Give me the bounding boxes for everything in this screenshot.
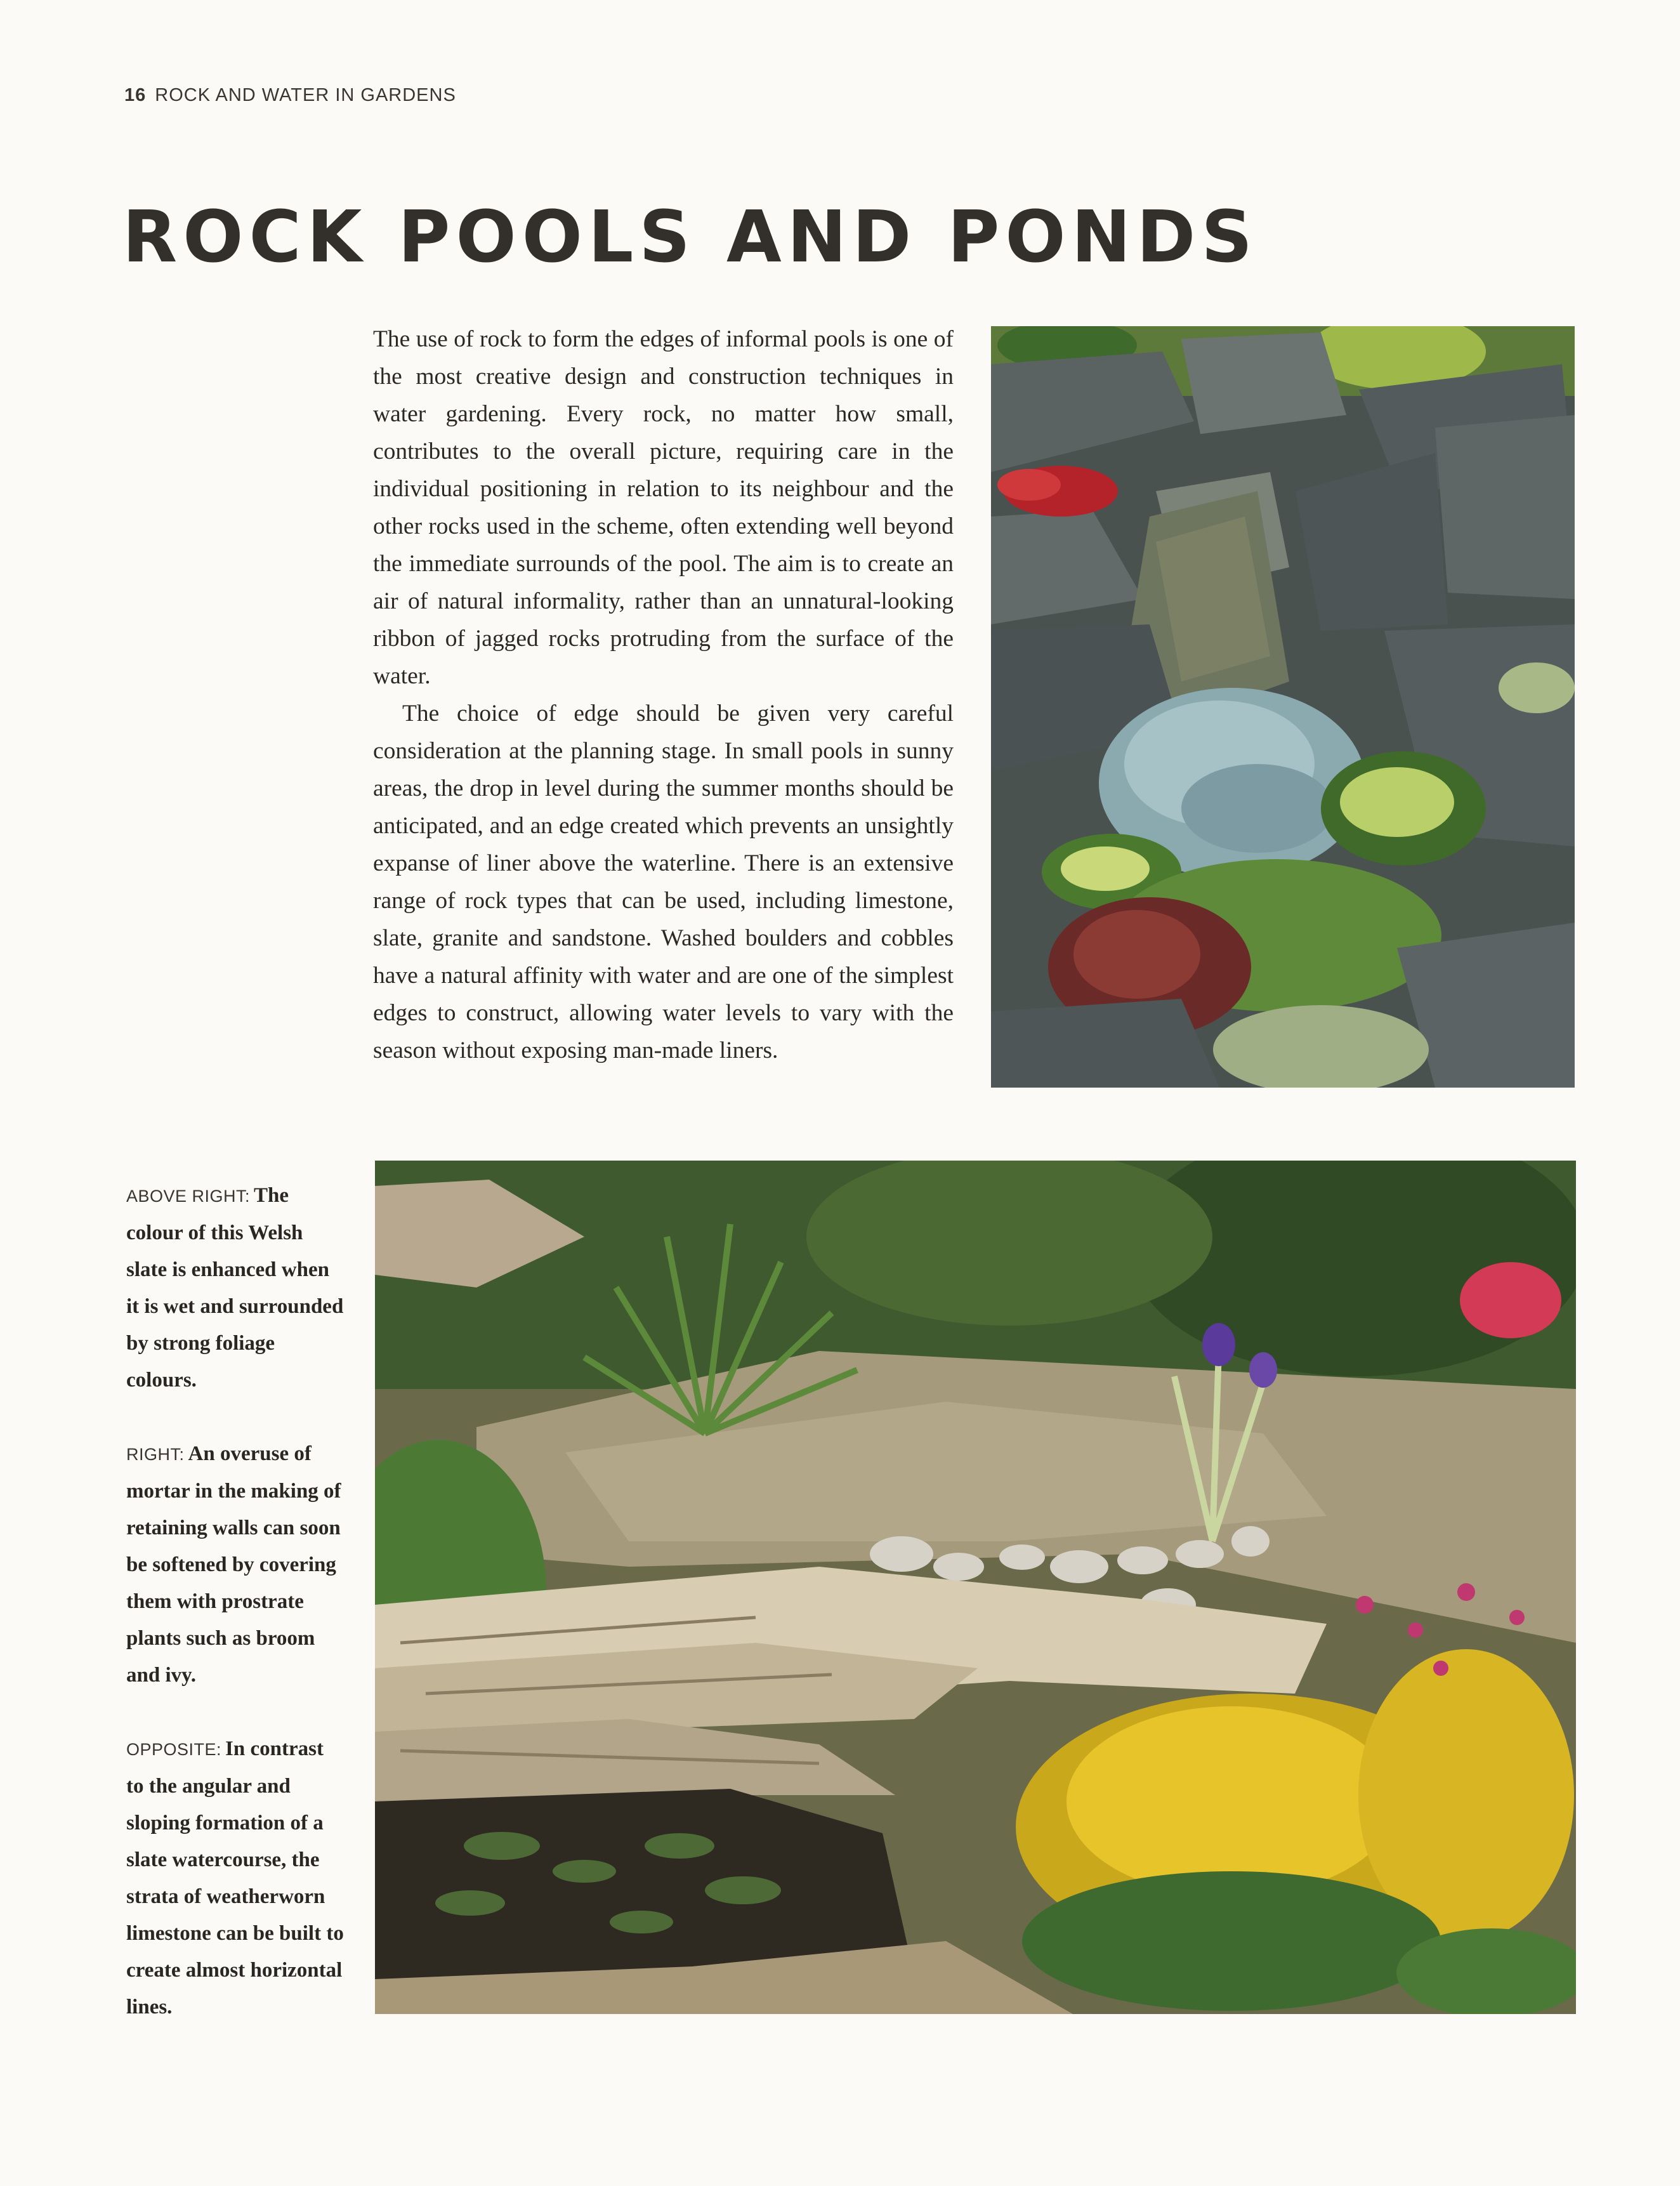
caption-label: ABOVE RIGHT: bbox=[126, 1187, 251, 1206]
limestone-pool-photo bbox=[375, 1161, 1576, 2014]
slate-watercourse-photo bbox=[991, 326, 1575, 1088]
body-paragraph: The choice of edge should be given very careful consideration at the planning stage. In small pools in sunny areas, the drop in level during the summer months should be anticipated, and an edge created which prevents an unsightly expanse of liner above the waterline. There is an extensive range of rock types that can be used, including limestone, slate, granite and sandstone. Washed boulders and cobbles have a natural affinity with water and are one of the simplest edges to construct, allowing water levels to vary with the season without exposing man-made liners. bbox=[373, 701, 954, 1063]
caption-text: In contrast to the angular and sloping formation of a slate watercourse, the strata of weatherworn limestone can be built to create almost horizontal lines. bbox=[126, 1737, 344, 2018]
running-head bbox=[124, 85, 456, 106]
running-title: ROCK AND WATER IN GARDENS bbox=[155, 85, 456, 105]
page-number: 16 bbox=[124, 85, 147, 105]
body-paragraph: The use of rock to form the edges of informal pools is one of the most creative design and construction techniques in water gardening. Every rock, no matter how small, contributes to the overall picture, requiring care in the individual positioning in relation to its neighbour and the other rocks used in the scheme, often extending well beyond the immediate surrounds of the pool. The aim is to create an air of natural informality, rather than an unnatural-looking ribbon of jagged rocks protruding from the surface of the water. bbox=[373, 326, 954, 689]
caption-opposite bbox=[126, 1730, 345, 2025]
photo-captions bbox=[126, 1177, 345, 2062]
caption-right bbox=[126, 1435, 345, 1694]
caption-text: An overuse of mortar in the making of retaining walls can soon be softened by covering them with prostrate plants such as broom and ivy. bbox=[126, 1442, 341, 1687]
article-body bbox=[373, 320, 954, 1069]
article-title: ROCK POOLS AND PONDS bbox=[122, 196, 1258, 279]
caption-above-right bbox=[126, 1177, 345, 1399]
caption-text: The colour of this Welsh slate is enhanced when it is wet and surrounded by strong foliage colours. bbox=[126, 1184, 344, 1392]
caption-label: RIGHT: bbox=[126, 1445, 185, 1464]
caption-label: OPPOSITE: bbox=[126, 1740, 222, 1759]
